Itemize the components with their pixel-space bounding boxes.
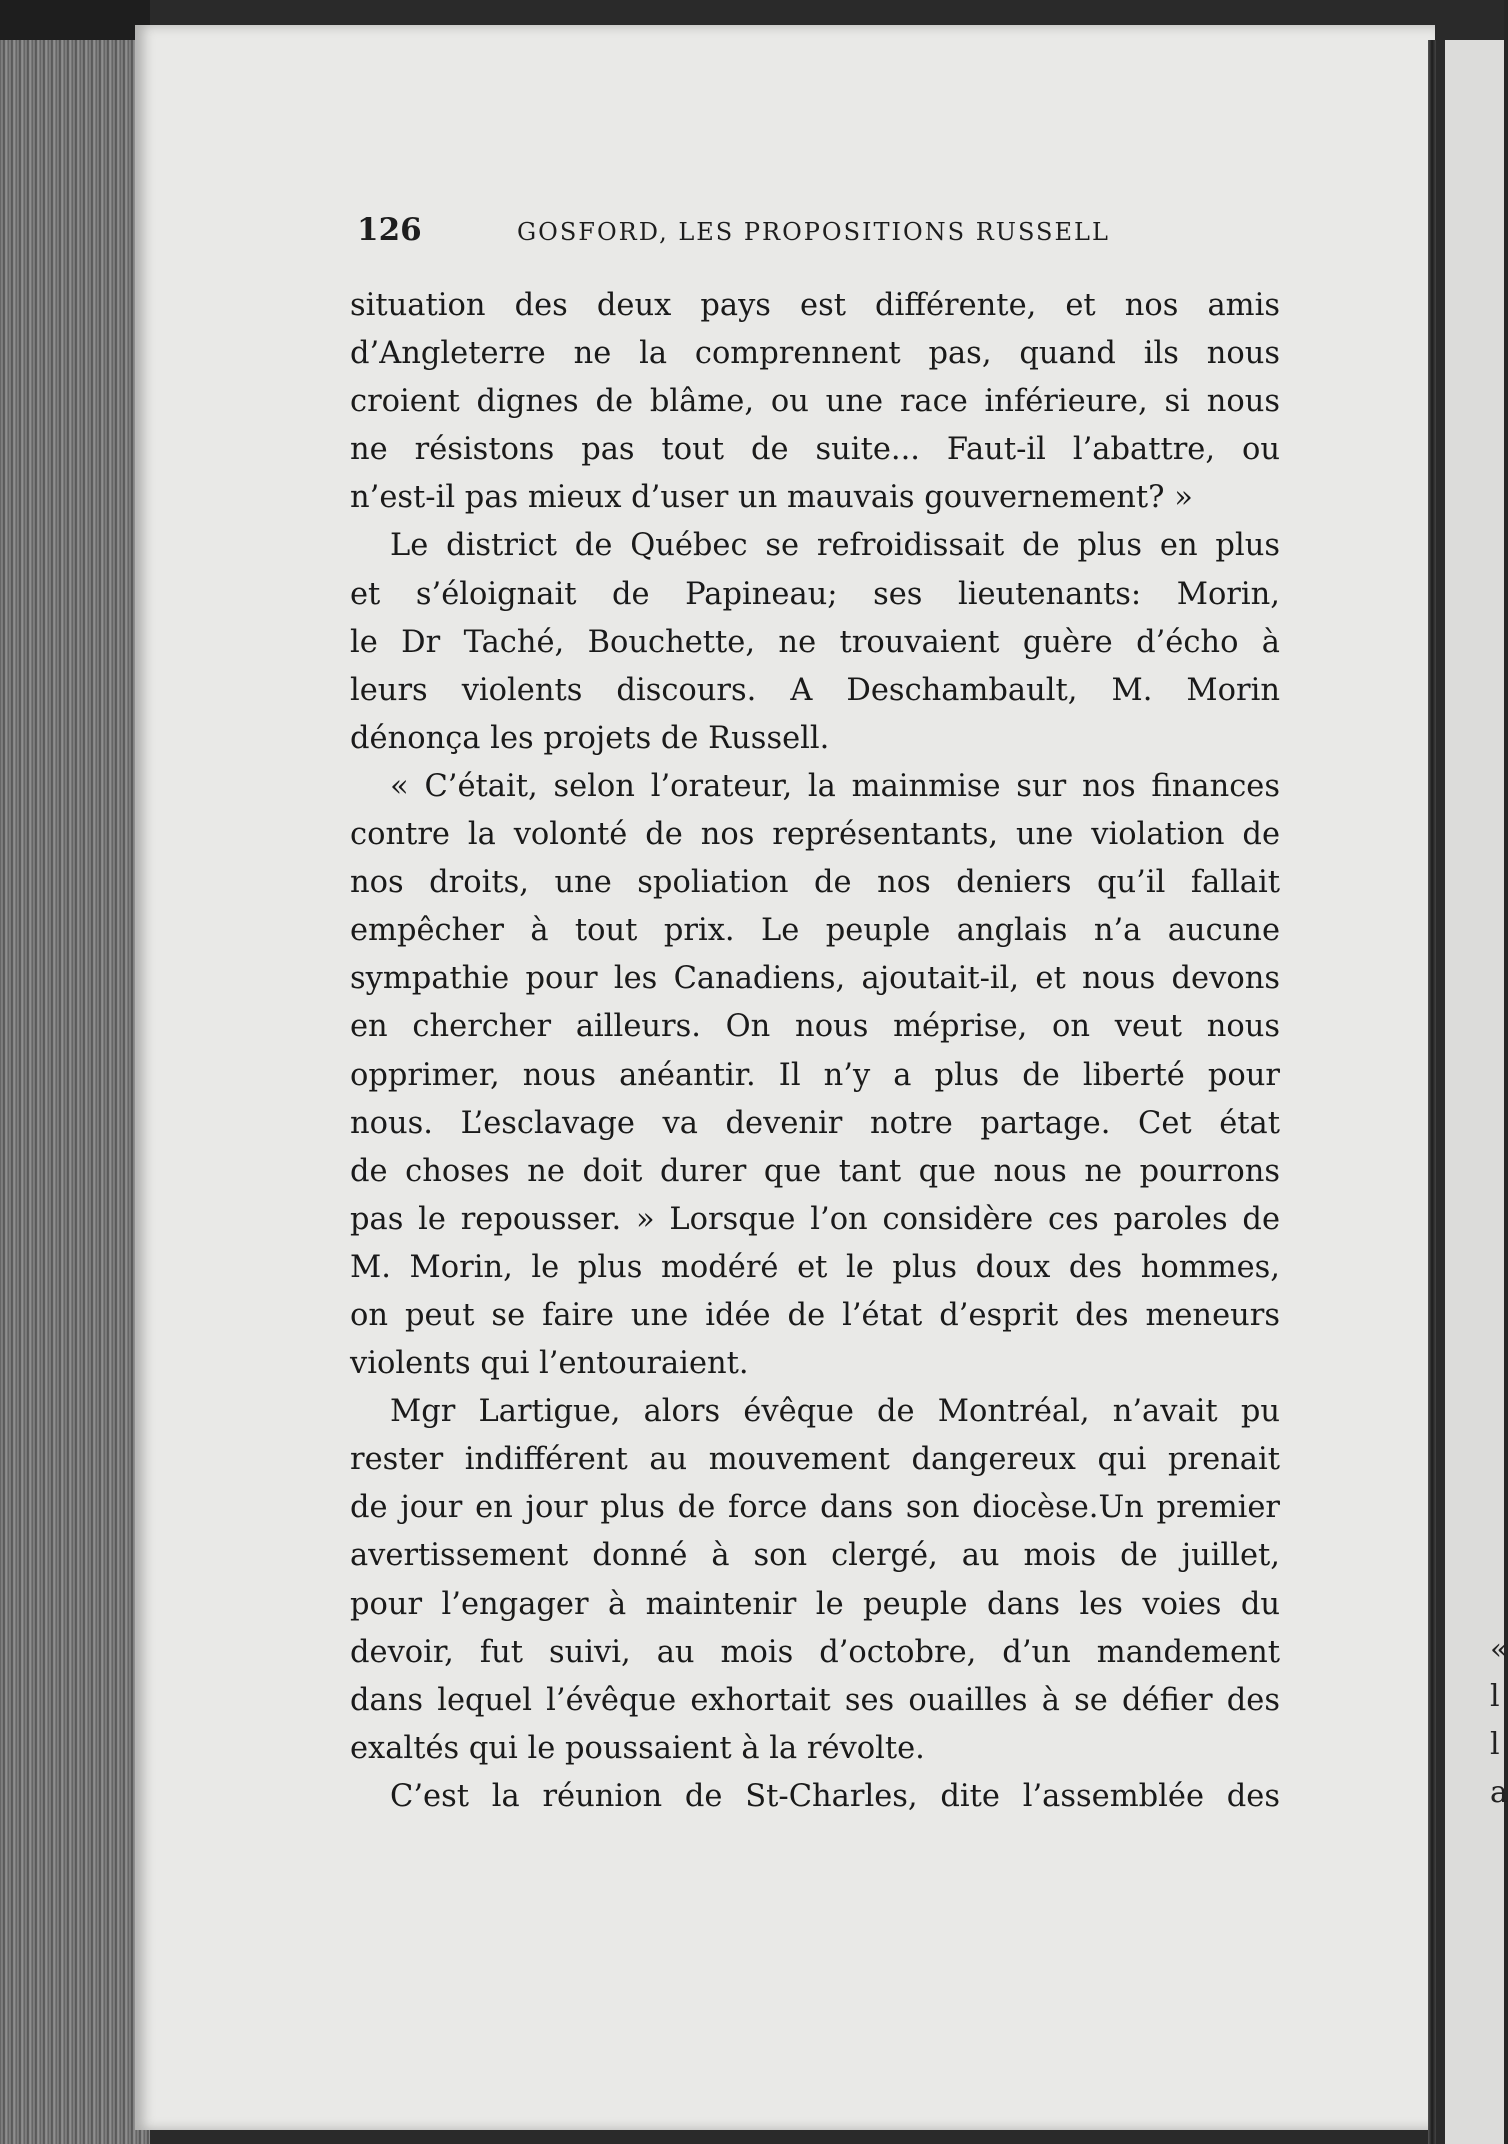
text-line: Le district de Québec se refroidissait de plus en plus: [390, 528, 1280, 564]
paragraph-5: [350, 1773, 1280, 1821]
book-gutter: [1428, 40, 1436, 2144]
running-head: GOSFORD, LES PROPOSITIONS RUSSELL: [517, 218, 1110, 246]
page-number: 126: [357, 212, 422, 248]
text-line: Mgr Lartigue, alors évêque de Montréal, n’avait pu: [390, 1394, 1280, 1430]
paragraph-2: [350, 522, 1280, 762]
text-line: opprimer, nous anéantir. Il n’y a plus de liberté pour: [350, 1057, 1280, 1093]
text-line: ne résistons pas tout de suite... Faut-il l’abattre, ou: [350, 432, 1280, 468]
text-line: n’est-il pas mieux d’user un mauvais gouvernement? »: [350, 480, 1193, 516]
text-line: de choses ne doit durer que tant que nous ne pourrons: [350, 1153, 1280, 1189]
text-line: leurs violents discours. A Deschambault, M. Morin: [350, 672, 1280, 708]
paragraph-4: [350, 1388, 1280, 1773]
text-line: C’est la réunion de St-Charles, dite l’assemblée des: [390, 1778, 1280, 1814]
adjacent-page-fragment: l: [1490, 1679, 1500, 1714]
text-line: dans lequel l’évêque exhortait ses ouailles à se défier des: [350, 1682, 1280, 1718]
text-line: M. Morin, le plus modéré et le plus doux des hommes,: [350, 1249, 1280, 1285]
adjacent-page-fragment: a: [1490, 1775, 1508, 1810]
text-line: contre la volonté de nos représentants, une violation de: [350, 817, 1280, 853]
text-line: violents qui l’entouraient.: [350, 1346, 749, 1382]
text-line: pour l’engager à maintenir le peuple dans les voies du: [350, 1586, 1280, 1622]
text-line: « C’était, selon l’orateur, la mainmise sur nos finances: [390, 768, 1280, 804]
text-line: sympathie pour les Canadiens, ajoutait-il, et nous devons: [350, 961, 1280, 997]
text-line: exaltés qui le poussaient à la révolte.: [350, 1730, 925, 1766]
text-line: pas le repousser. » Lorsque l’on considère ces paroles de: [350, 1201, 1280, 1237]
adjacent-page-fragment: «: [1490, 1632, 1508, 1667]
text-line: dénonça les projets de Russell.: [350, 720, 830, 756]
text-line: nos droits, une spoliation de nos deniers qu’il fallait: [350, 865, 1280, 901]
text-line: avertissement donné à son clergé, au mois de juillet,: [350, 1538, 1280, 1574]
text-line: empêcher à tout prix. Le peuple anglais n’a aucune: [350, 913, 1280, 949]
page-header: [357, 212, 1127, 262]
book-top-shadow: [0, 0, 150, 40]
paragraph-1: [350, 282, 1280, 522]
text-line: croient dignes de blâme, ou une race inférieure, si nous: [350, 384, 1280, 420]
book-page-edges: [0, 0, 150, 2144]
text-line: et s’éloignait de Papineau; ses lieutenants: Morin,: [350, 576, 1280, 612]
text-line: nous. L’esclavage va devenir notre partage. Cet état: [350, 1105, 1280, 1141]
text-line: situation des deux pays est différente, et nos amis: [350, 288, 1280, 323]
text-line: de jour en jour plus de force dans son diocèse.Un premier: [350, 1490, 1280, 1526]
adjacent-page-fragment: l: [1490, 1727, 1500, 1762]
text-line: rester indifférent au mouvement dangereux qui prenait: [350, 1442, 1280, 1478]
adjacent-page: [1445, 40, 1508, 2144]
body-text: [350, 282, 1280, 1821]
text-line: en chercher ailleurs. On nous méprise, on veut nous: [350, 1009, 1280, 1045]
text-line: le Dr Taché, Bouchette, ne trouvaient guère d’écho à: [350, 624, 1280, 660]
paragraph-3: [350, 763, 1280, 1388]
text-line: d’Angleterre ne la comprennent pas, quand ils nous: [350, 336, 1280, 372]
text-line: on peut se faire une idée de l’état d’esprit des meneurs: [350, 1297, 1280, 1333]
text-line: devoir, fut suivi, au mois d’octobre, d’un mandement: [350, 1634, 1280, 1670]
